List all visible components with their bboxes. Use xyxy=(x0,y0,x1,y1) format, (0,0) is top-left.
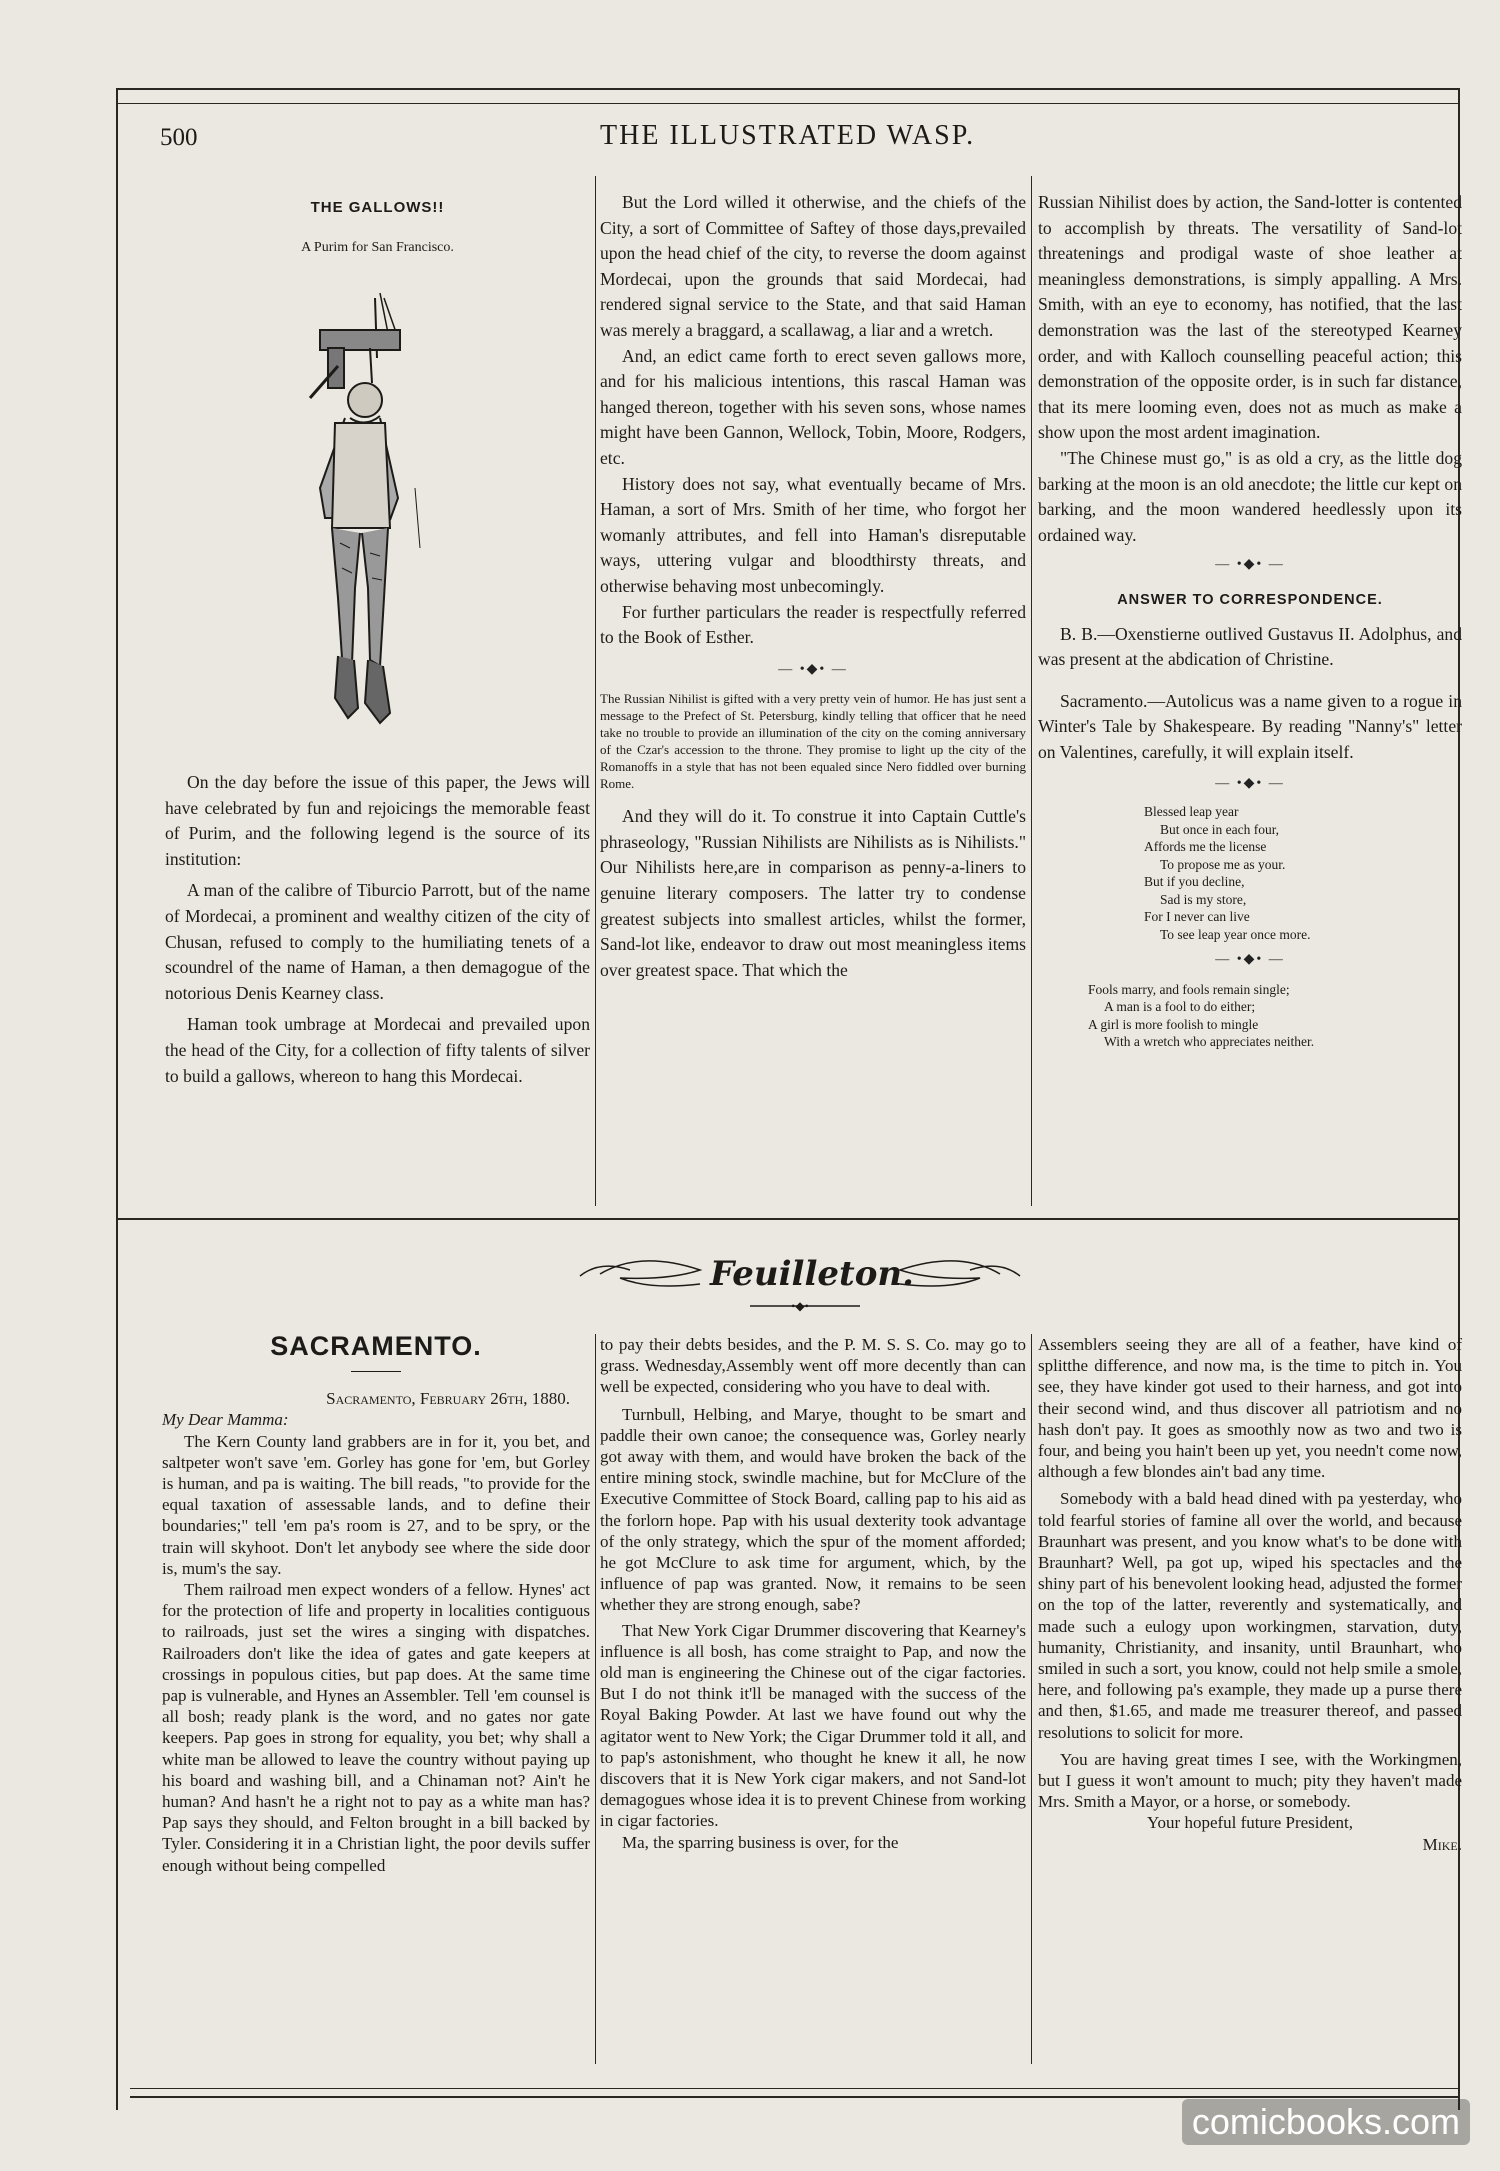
paragraph: Sacramento.—Autolicus was a name given to a rogue in Winter's Tale by Shakespeare. By reading "Nanny's" letter on Valentines, carefully, it will explain itself. xyxy=(1038,690,1462,762)
column-divider xyxy=(595,176,596,1206)
feuilleton-banner xyxy=(560,1240,1040,1320)
paragraph: A man of the calibre of Tiburcio Parrott, but of the name of Mordecai, a prominent and wealthy citizen of the city of Chusan, refused to comply to the humiliating tenets of a scoundrel of the name of Haman, a then demagogue of the notorious Denis Kearney class. xyxy=(165,880,590,1003)
paragraph: Turnbull, Helbing, and Marye, thought to be smart and paddle their own canoe; the consequence was, Gorley nearly got away with them, and would have broken the back of the entire mining stock, swindle machine, but for McClure of the Executive Committee of Stock Board, calling pap to his aid as the forlorn hope. Pap with his usual dexterity took advantage of the only strategy, which the spur of the moment afforded; he got McClure to ask time for argument, which, by the influence of pap was granted. Now, it remains to be seen whether they are strong enough, sabe? xyxy=(600,1404,1026,1615)
header-rule xyxy=(116,103,1458,104)
poem-line: Fools marry, and fools remain single; xyxy=(1088,981,1290,997)
column-1 xyxy=(165,195,590,260)
poem-line: For I never can live xyxy=(1144,909,1250,925)
lower-column-3 xyxy=(1038,1334,1462,1855)
section-rule xyxy=(116,1218,1458,1220)
poem-line: Blessed leap year xyxy=(1144,804,1239,820)
ornament-divider: — •◆• — xyxy=(778,661,848,677)
ornament-divider: — •◆• — xyxy=(1215,776,1285,792)
paragraph: But the Lord willed it otherwise, and the chiefs of the City, a sort of Committee of Saftey of those days,prevailed upon the head chief of the city, to reverse the doom against Mordecai, upon the grounds that said Mordecai, had rendered signal service to the State, and that said Haman was merely a braggard, a scallawag, a liar and a wretch. xyxy=(600,192,1026,340)
poem-line: Sad is my store, xyxy=(1160,891,1247,907)
poem-line: A girl is more foolish to mingle xyxy=(1088,1016,1259,1032)
paragraph: Somebody with a bald head dined with pa yesterday, who told fearful stories of famine all over the world, and because Braunhart was present, and you know what's to be done with Braunhart? Well, pa got up, wiped his spectacles and the shiny part of his benevolent looking head, adjusted the former on the top of the latter, reverently and systematically, and made such a eulogy upon workingmen, starvation, duty, humanity, Christianity, and insanity, until Braunhart, who smiled in such a sort, you know, could not help smile a smole, here, and following pa's example, they made up a purse there and then, $1.65, and made me treasurer thereof, and passed resolutions to solicit for more. xyxy=(1038,1489,1462,1742)
watermark: comicbooks.com xyxy=(1182,2099,1470,2145)
title-rule xyxy=(351,1371,401,1372)
poem-line: With a wretch who appreciates neither. xyxy=(1104,1034,1315,1050)
paragraph: The Kern County land grabbers are in for it, you bet, and saltpeter won't save 'em. Gorley has gone for 'em, but Gorley is human, and pa is waiting. The bill reads, "to provide for the equal taxation of assessable lands, and to define their boundaries;" tell 'em pa's room is 27, and to be spry, or the train will skyhoot. Don't let anybody see where the side door is, mum's the say. xyxy=(162,1431,590,1578)
paragraph: History does not say, what eventually became of Mrs. Haman, a sort of Mrs. Smith of her time, who forgot her womanly attributes, and fell into Haman's disreputable ways, uttering vulgar and bloodthirsty threats, and otherwise behaving most unbecomingly. xyxy=(600,473,1026,596)
salutation: My Dear Mamma: xyxy=(162,1410,289,1430)
hanged-man-illustration xyxy=(280,288,440,748)
poem-line: A man is a fool to do either; xyxy=(1104,999,1256,1015)
column-divider xyxy=(1031,1334,1032,2064)
column-3 xyxy=(1038,190,1462,1051)
ornament-divider: — •◆• — xyxy=(1215,952,1285,968)
paragraph: For further particulars the reader is respectfully referred to the Book of Esther. xyxy=(600,601,1026,648)
answer-heading: ANSWER TO CORRESPONDENCE. xyxy=(1117,591,1383,608)
sacramento-title: SACRAMENTO. xyxy=(270,1331,482,1361)
gallows-heading: THE GALLOWS!! xyxy=(310,199,445,216)
paragraph: You are having great times I see, with the Workingmen, but I guess it won't amount to much; pity they haven't made Mrs. Smith a Mayor, or a horse, or somebody. xyxy=(1038,1749,1462,1812)
paragraph: That New York Cigar Drummer discovering that Kearney's influence is all bosh, has come straight to Pap, and now the old man is engineering the Chinese out of the cigar factories. But I do not think it'll be managed with the success of the Royal Baking Powder. At last we have found out why the agitator went to New York; the Cigar Drummer told it all, and to pap's astonishment, who thought he knew it all, he now discovers that it is New York cigar makers, and not Sand-lot demagogues whose idea it is to prevent Chinese from working in cigar factories. xyxy=(600,1620,1026,1831)
paragraph: And they will do it. To construe it into Captain Cuttle's phraseology, "Russian Nihilists are Nihilists as is Nihilists." Our Nihilists here,are in comparison as penny-a-liners to genuine literary composers. The latter try to condense greatest subjects into smallest articles, whilst the former, Sand-lot like, endeavor to draw out most meaningless items over greatest space. That which the xyxy=(600,806,1026,980)
column-2 xyxy=(600,190,1026,983)
paragraph: On the day before the issue of this paper, the Jews will have celebrated by fun and rejoicings the memorable feast of Purim, and the following legend is the source of its institution: xyxy=(165,772,590,869)
bottom-rule xyxy=(130,2088,1458,2089)
ornament-divider: — •◆• — xyxy=(1215,557,1285,573)
poem-line: To see leap year once more. xyxy=(1160,926,1311,942)
paragraph: B. B.—Oxenstierne outlived Gustavus II. Adolphus, and was present at the abdication of Christine. xyxy=(1038,623,1462,670)
leap-year-poem xyxy=(1144,803,1462,943)
poem-line: Affords me the license xyxy=(1144,839,1267,855)
masthead-title: THE ILLUSTRATED WASP. xyxy=(600,120,976,151)
column-divider xyxy=(1031,176,1032,1206)
poem-line: But once in each four, xyxy=(1160,821,1280,837)
column-divider xyxy=(595,1334,596,2064)
paragraph: "The Chinese must go," is as old a cry, as the little dog barking at the moon is an old anecdote; the little cur kept on barking, and the moon wandered heedlessly upon its ordained way. xyxy=(1038,447,1462,545)
feuilleton-title: Feuilleton. xyxy=(710,1254,914,1294)
paragraph: Russian Nihilist does by action, the Sand-lotter is contented to accomplish by threats. The versatility of Sand-lot threatenings and prodigal waste of shoe leather at meaningless demonstrations, is simply appalling. A Mrs. Smith, with an eye to economy, has notified, that the last demonstration was the last of the stereotyped Kearney order, and with Kalloch counselling peaceful action; this demonstration of the opposite order, is in such far distance, that its mere looming even, does not as much as make a show upon the most ardent imagination. xyxy=(1038,192,1462,443)
paragraph: Them railroad men expect wonders of a fellow. Hynes' act for the protection of life and property in localities contiguous to railroads, just set the wires a singing with dispatches. Railroaders don't like the idea of gates and gate keepers at crossings in populous cities, but pap does. At the same time pap is vulnerable, and Hynes an Assembler. Tell 'em counsel is all bosh; ready plank is the word, and no gates nor gate keepers. Pap goes in strong for equality, you bet; why shall a white man be allowed to leave the country without paying up his board and washing bill, and a Chinaman not? Ain't he human? And hasn't he a right not to pay as a white man has? Pap says they should, and Felton brought in a bill backed by Tyler. Considering it in a Christian light, the poor devils suffer enough without being compelled xyxy=(162,1580,590,1875)
signature: Mike. xyxy=(1422,1834,1462,1854)
paragraph: And, an edict came forth to erect seven gallows more, and for his malicious intentions, this rascal Haman was hanged thereon, together with his seven sons, whose names might have been Gannon, Wellock, Tobin, Moore, Rodgers, etc. xyxy=(600,345,1026,468)
closing: Your hopeful future President, xyxy=(1146,1813,1354,1833)
paragraph: Ma, the sparring business is over, for the xyxy=(622,1832,899,1852)
paragraph: Assemblers seeing they are all of a feather, have kind of splitthe difference, and now ma, is the time to pitch in. You see, they have kinder got used to their harness, and got into their second wind, and thus discover all patriotism and no hash don't pay. It goes as smoothly now as two and two is four, and being you hain't been up yet, you needn't come now, although a few blondes ain't bad any time. xyxy=(1038,1335,1462,1482)
lower-column-2 xyxy=(600,1334,1026,1853)
page-number: 500 xyxy=(160,124,198,151)
lower-column-1 xyxy=(162,1331,590,1876)
poem-line: To propose me as your. xyxy=(1160,856,1286,872)
paragraph: to pay their debts besides, and the P. M. S. S. Co. may go to grass. Wednesday,Assembly went off more decently than can well be expected, considering who you have to deal with. xyxy=(600,1335,1026,1397)
small-print-item: The Russian Nihilist is gifted with a very pretty vein of humor. He has just sent a message to the Prefect of St. Petersburg, kindly telling that officer that he need take no trouble to provide an illumination of the city on the coming anniversary of the Czar's accession to the throne. They promise to light up the city of the Romanoffs in a style that has not been equaled since Nero fiddled over burning Rome. xyxy=(600,691,1026,792)
gallows-subheading: A Purim for San Francisco. xyxy=(301,239,454,255)
svg-text:•◆•: •◆• xyxy=(791,1299,809,1313)
poem-line: But if you decline, xyxy=(1144,874,1245,890)
fools-poem xyxy=(1088,981,1462,1051)
paragraph: Haman took umbrage at Mordecai and prevailed upon the head of the City, for a collection of fifty talents of silver to build a gallows, whereon to hang this Mordecai. xyxy=(165,1014,590,1086)
column-1-text xyxy=(165,770,590,1089)
dateline: Sacramento, February 26th, 1880. xyxy=(326,1389,570,1409)
bottom-rule xyxy=(130,2096,1458,2098)
